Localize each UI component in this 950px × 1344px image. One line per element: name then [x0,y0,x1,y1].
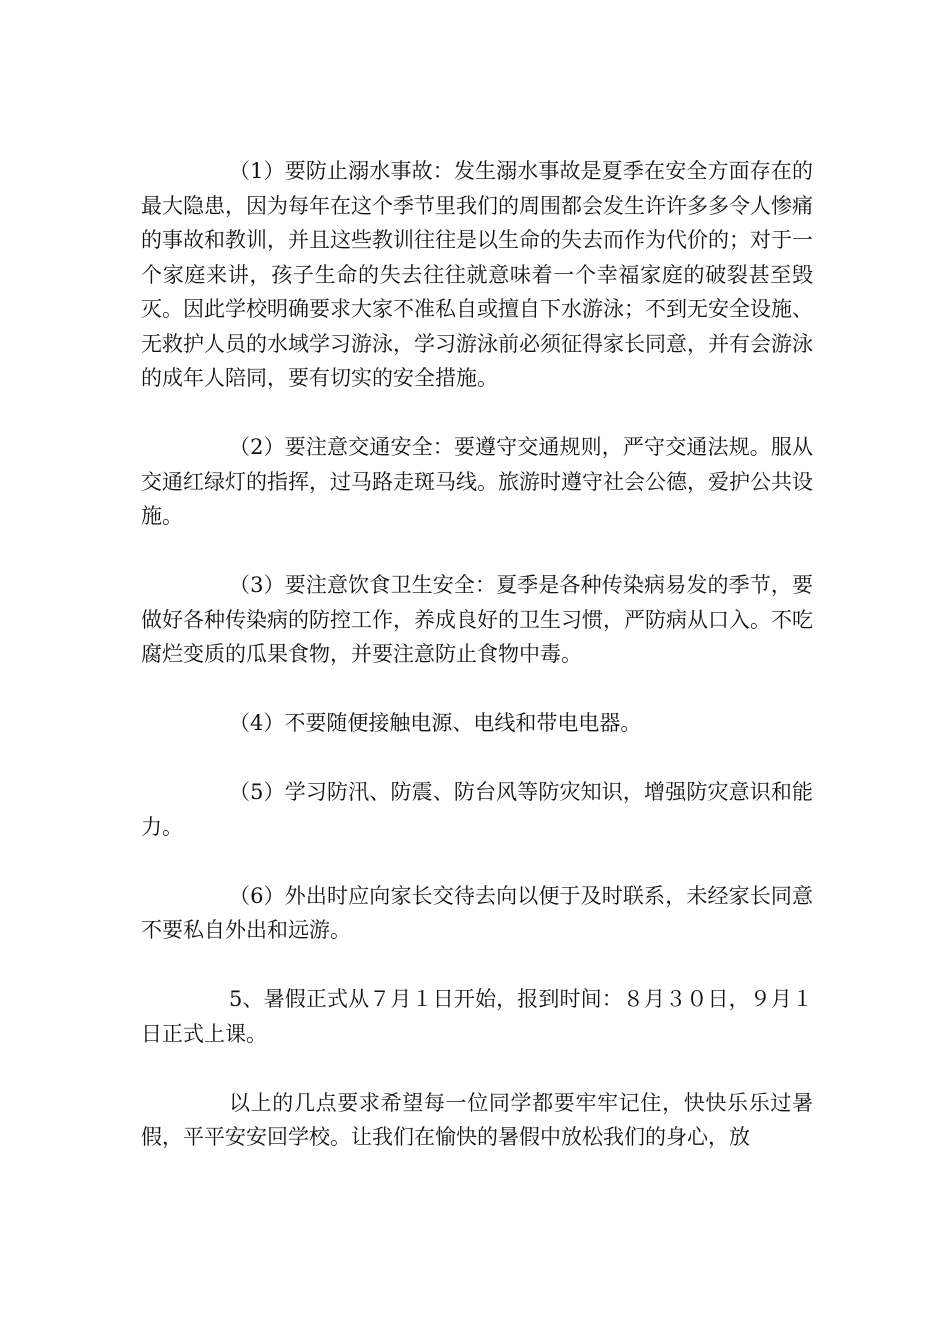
paragraph-food-safety: （3）要注意饮食卫生安全：夏季是各种传染病易发的季节，要做好各种传染病的防控工作，养成良好的卫生习惯，严防病从口入。不吃腐烂变质的瓜果食物，并要注意防止食物中毒。 [141,573,813,666]
paragraph-going-out: （6）外出时应向家长交待去向以便于及时联系，未经家长同意不要私自外出和远游。 [141,883,813,942]
paragraph-vacation-dates: 5、暑假正式从７月１日开始，报到时间：８月３０日，９月１日正式上课。 [141,987,813,1046]
paragraph-disaster-prevention: （5）学习防汛、防震、防台风等防灾知识，增强防灾意识和能力。 [141,780,813,839]
paragraph-traffic-safety: （2）要注意交通安全：要遵守交通规则，严守交通法规。服从交通红绿灯的指挥，过马路走斑马线。旅游时遵守社会公德，爱护公共设施。 [141,435,813,528]
paragraph-electrical-safety: （4）不要随便接触电源、电线和带电电器。 [229,711,642,735]
paragraph-drowning-safety: （1）要防止溺水事故：发生溺水事故是夏季在安全方面存在的最大隐患，因为每年在这个季节里我们的周围都会发生许许多多令人惨痛的事故和教训，并且这些教训往往是以生命的失去而作为代价的；对于一个家庭来讲，孩子生命的失去往往就意味着一个幸福家庭的破裂甚至毁灭。因此学校明确要求大家不准私自或擅自下水游泳；不到无安全设施、无救护人员的水域学习游泳，学习游泳前必须征得家长同意，并有会游泳的成年人陪同，要有切实的安全措施。 [141,159,813,390]
paragraph-closing: 以上的几点要求希望每一位同学都要牢牢记住，快快乐乐过暑假，平平安安回学校。让我们在愉快的暑假中放松我们的身心，放 [141,1090,813,1149]
document-body [141,154,813,1155]
